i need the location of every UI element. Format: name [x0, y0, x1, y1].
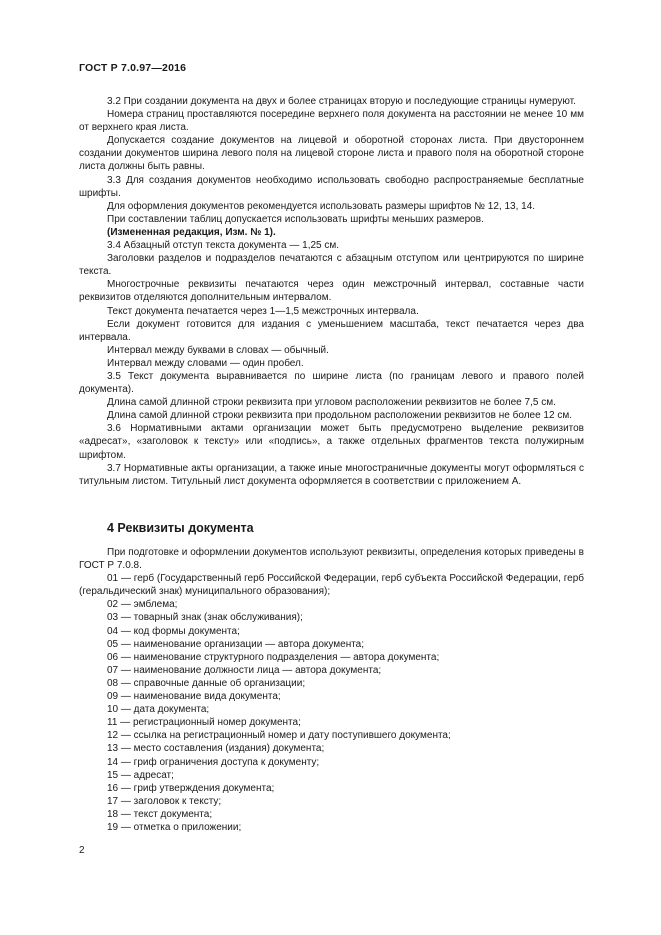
paragraph: Номера страниц проставляются посередине верхнего поля документа на расстоянии не менее 10 мм от верхнего края листа.	[79, 109, 584, 134]
requisite-item: 02 — эмблема;	[107, 599, 178, 611]
requisite-item: 06 — наименование структурного подразделения — автора документа;	[107, 651, 440, 663]
requisite-item: 04 — код формы документа;	[107, 625, 240, 637]
paragraph: Для оформления документов рекомендуется использовать размеры шрифтов № 12, 13, 14.	[107, 200, 536, 212]
requisite-item: 09 — наименование вида документа;	[107, 691, 281, 703]
paragraph: Текст документа печатается через 1—1,5 межстрочных интервала.	[107, 305, 419, 317]
paragraph: Если документ готовится для издания с уменьшением масштаба, текст печатается через два интервала.	[79, 318, 584, 343]
paragraph: При составлении таблиц допускается использовать шрифты меньших размеров.	[107, 213, 484, 225]
paragraph: Интервал между буквами в словах — обычный.	[107, 344, 329, 356]
amendment-note: (Измененная редакция, Изм. № 1).	[107, 226, 276, 238]
paragraph: Заголовки разделов и подразделов печатаются с абзацным отступом или центрируются по ширине текста.	[79, 253, 584, 278]
paragraph: Допускается создание документов на лицевой и оборотной сторонах листа. При двустороннем создании документов ширина левого поля на лицевой стороне листа и правого поля на оборотной стороне листа должны быть равны.	[79, 135, 584, 173]
requisite-item: 12 — ссылка на регистрационный номер и дату поступившего документа;	[107, 730, 451, 742]
requisite-item: 19 — отметка о приложении;	[107, 821, 242, 833]
paragraph: 3.2 При создании документа на двух и более страницах вторую и последующие страницы нумеруют.	[107, 96, 576, 107]
requisite-item: 03 — товарный знак (знак обслуживания);	[107, 612, 303, 624]
page-number: 2	[79, 845, 85, 856]
paragraph: 3.4 Абзацный отступ текста документа — 1,25 см.	[107, 240, 340, 252]
requisite-item: 07 — наименование должности лица — автора документа;	[107, 664, 382, 676]
section-4-body	[79, 546, 584, 834]
requisite-list	[79, 598, 584, 834]
requisite-item: 15 — адресат;	[107, 769, 174, 781]
paragraph: 3.7 Нормативные акты организации, а также иные многостраничные документы могут оформляться с титульным листом. Титульный лист документа оформляется в соответствии с приложением А.	[79, 462, 584, 487]
paragraph: Интервал между словами — один пробел.	[107, 357, 304, 369]
requisite-item: 05 — наименование организации — автора документа;	[107, 638, 365, 650]
section-intro: При подготовке и оформлении документов используют реквизиты, определения которых приведены в ГОСТ Р 7.0.8.	[79, 547, 584, 572]
section-heading: 4 Реквизиты документа	[107, 521, 254, 535]
paragraph: 3.3 Для создания документов необходимо использовать свободно распространяемые бесплатные шрифты.	[79, 174, 584, 199]
requisite-item: 17 — заголовок к тексту;	[107, 795, 222, 807]
paragraph: Длина самой длинной строки реквизита при угловом расположении реквизитов не более 7,5 см.	[107, 397, 556, 409]
paragraph: 3.5 Текст документа выравнивается по ширине листа (по границам левого и правого полей документа).	[79, 370, 584, 396]
section-3-body	[79, 95, 584, 488]
requisite-item: 10 — дата документа;	[107, 704, 210, 716]
requisite-item: 01 — герб (Государственный герб Российской Федерации, герб субъекта Российской Федерации, герб (геральдический знак) муниципального образования);	[79, 573, 584, 598]
requisite-item: 13 — место составления (издания) документа;	[107, 743, 325, 755]
requisite-item: 08 — справочные данные об организации;	[107, 677, 306, 689]
requisite-item: 11 — регистрационный номер документа;	[107, 717, 301, 729]
paragraph: 3.6 Нормативными актами организации может быть предусмотрено выделение реквизитов «адресат», «заголовок к тексту» или «подпись», а также отдельных фрагментов текста полужирным шрифтом.	[79, 423, 584, 461]
requisite-item: 18 — текст документа;	[107, 808, 213, 820]
requisite-item: 16 — гриф утверждения документа;	[107, 782, 275, 794]
paragraph: Длина самой длинной строки реквизита при продольном расположении реквизитов не более 12 см.	[107, 410, 572, 422]
document-header: ГОСТ Р 7.0.97—2016	[79, 62, 187, 74]
requisite-item: 14 — гриф ограничения доступа к документу;	[107, 756, 320, 768]
paragraph: Многострочные реквизиты печатаются через один межстрочный интервал, составные части реквизитов отделяются дополнительным интервалом.	[79, 279, 584, 304]
